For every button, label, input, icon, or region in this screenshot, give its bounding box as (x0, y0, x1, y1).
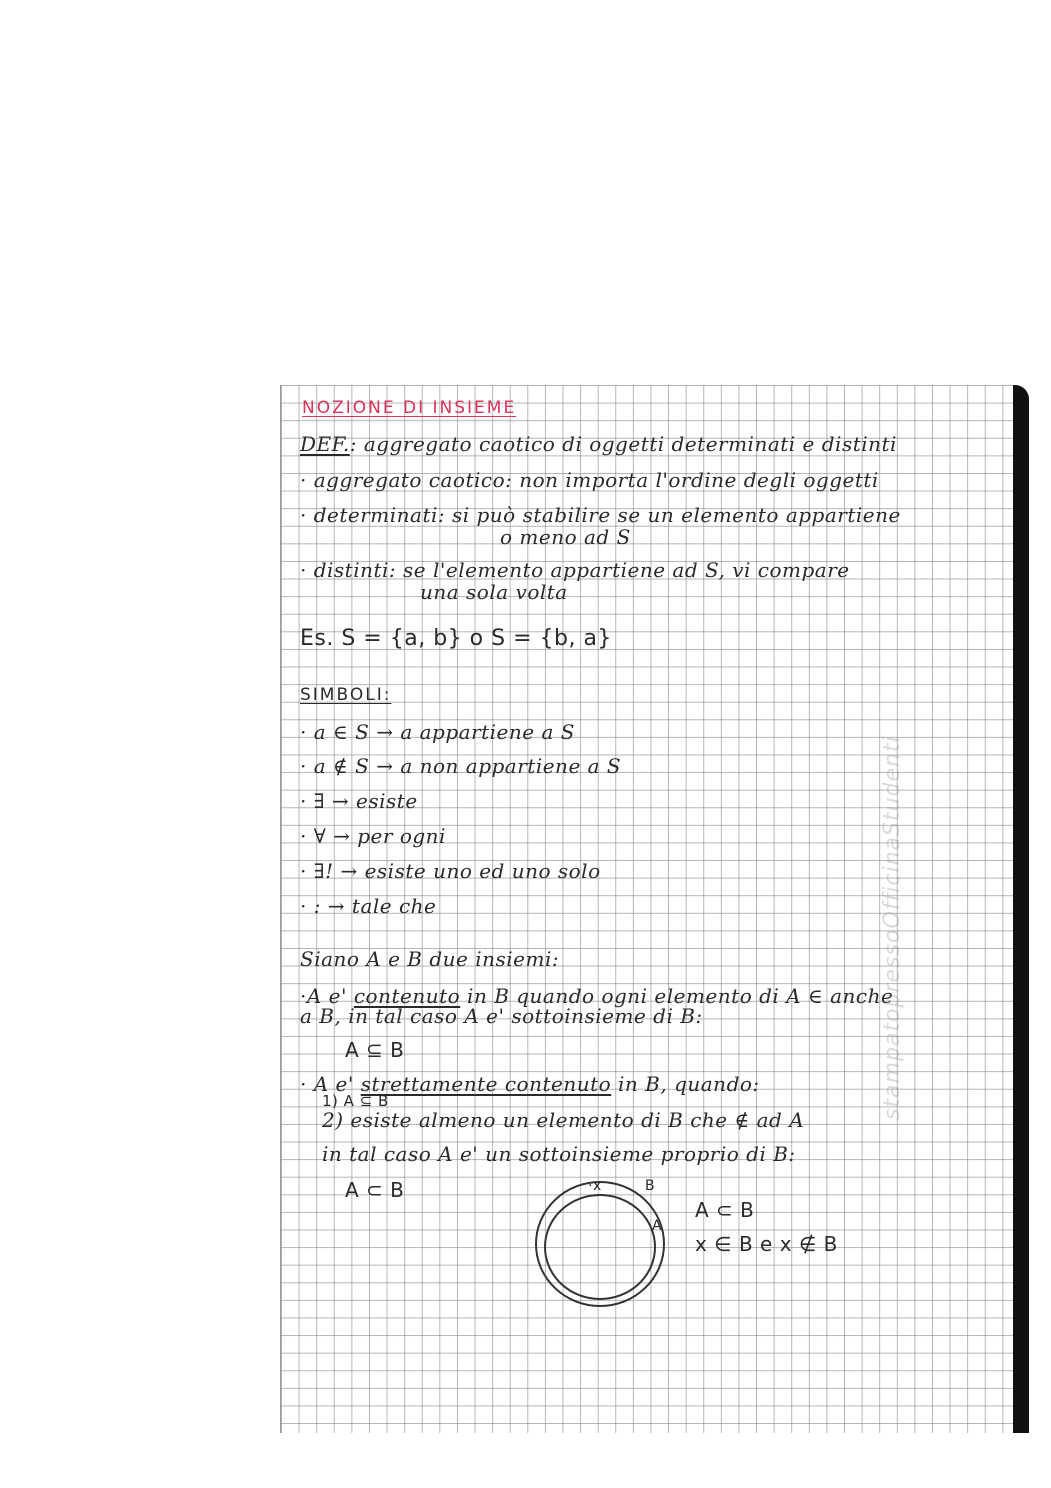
point-x-label: ·x (588, 1178, 602, 1194)
symbol-exists-unique: · ∃! → esiste uno ed uno solo (300, 859, 601, 883)
contained-line-2: a B, in tal caso A e' sottoinsieme di B: (300, 1004, 703, 1028)
sets-intro: Siano A e B due insiemi: (300, 947, 560, 971)
diagram-note-membership: x ∈ B e x ∉ B (695, 1232, 838, 1256)
symbol-such-that: · : → tale che (300, 894, 437, 918)
symbol-not-belongs: · a ∉ S → a non appartiene a S (300, 754, 622, 778)
caotico-line: · aggregato caotico: non importa l'ordine degli oggetti (300, 468, 879, 492)
symbol-belongs: · a ∈ S → a appartiene a S (300, 720, 575, 744)
symbol-forall: · ∀ → per ogni (300, 824, 446, 848)
determinati-line-2: o meno ad S (500, 525, 631, 549)
condition-1: 1) A ⊆ B (322, 1092, 389, 1110)
contained-word: contenuto (353, 984, 461, 1008)
simboli-heading: SIMBOLI: (300, 685, 392, 705)
symbol-exists: · ∃ → esiste (300, 789, 418, 813)
strict-word: strettamente contenuto (360, 1072, 612, 1096)
set-a-label: A (652, 1218, 663, 1234)
definition-label: DEF. (300, 432, 350, 456)
proper-subset-symbol: A ⊂ B (345, 1178, 405, 1202)
strict-prefix: · A e' (300, 1072, 361, 1096)
distinti-line-1: · distinti: se l'elemento appartiene ad S, vi compare (300, 558, 850, 582)
subset-symbol: A ⊆ B (345, 1038, 405, 1062)
contained-suffix: in B quando ogni elemento di A ∈ anche (460, 984, 894, 1008)
definition-line (300, 432, 897, 456)
venn-diagram (530, 1172, 680, 1312)
watermark: stampatopressoOfficinaStudenti (880, 735, 905, 1120)
example-line: Es. S = {a, b} o S = {b, a} (300, 626, 612, 651)
definition-text: : aggregato caotico di oggetti determinati e distinti (349, 432, 897, 456)
condition-3: in tal caso A e' un sottoinsieme proprio di B: (322, 1142, 796, 1166)
diagram-note-subset: A ⊂ B (695, 1198, 755, 1222)
contained-prefix: ·A e' (300, 984, 354, 1008)
determinati-line-1: · determinati: si può stabilire se un elemento appartiene (300, 503, 901, 527)
page-title: NOZIONE DI INSIEME (302, 398, 517, 418)
distinti-line-2: una sola volta (420, 580, 568, 604)
notebook-binding (1013, 385, 1029, 1433)
strict-suffix: in B, quando: (611, 1072, 760, 1096)
set-b-label: B (645, 1178, 656, 1194)
set-b-circle (536, 1182, 664, 1306)
condition-2: 2) esiste almeno un elemento di B che ∉ ad A (322, 1108, 805, 1132)
set-a-circle (545, 1195, 655, 1299)
